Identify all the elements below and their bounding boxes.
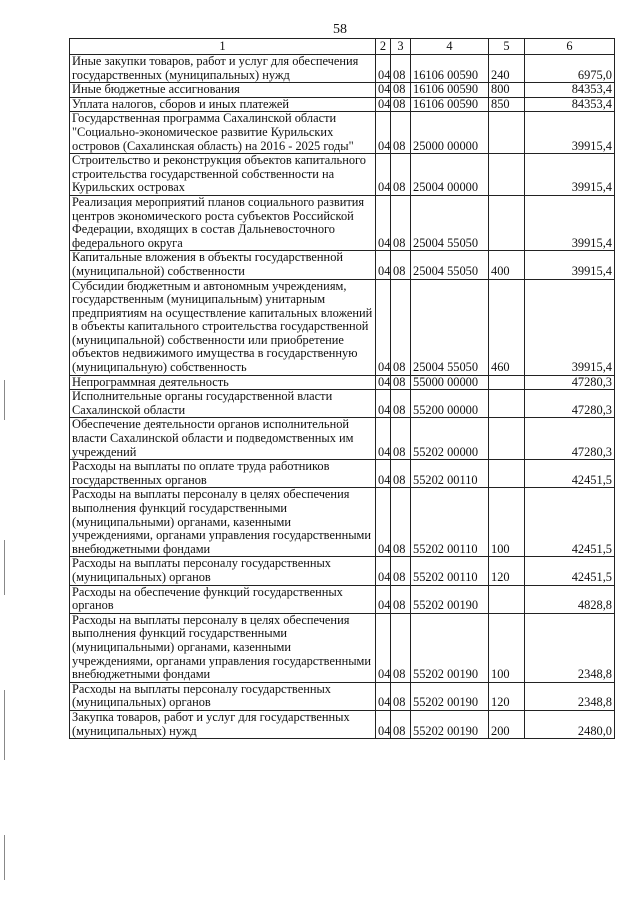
- row-expense-type: 120: [489, 557, 525, 585]
- row-target-article: 16106 00590: [411, 55, 489, 83]
- row-section-code: 04: [376, 418, 391, 460]
- row-description: Капитальные вложения в объекты государственной (муниципальной) собственности: [70, 251, 376, 279]
- row-description: Реализация мероприятий планов социального развития центров экономического роста субъектов Российской Федерации, входящих в состав Дальневосточного федерального округа: [70, 195, 376, 250]
- row-target-article: 25000 00000: [411, 112, 489, 154]
- table-row: [70, 154, 615, 196]
- header-col-5: 5: [489, 39, 525, 55]
- row-target-article: 55202 00190: [411, 613, 489, 682]
- table-row: [70, 418, 615, 460]
- row-section-code: 04: [376, 460, 391, 488]
- row-section-code: 04: [376, 710, 391, 738]
- row-amount: 47280,3: [525, 418, 615, 460]
- row-description: Расходы на выплаты персоналу государственных (муниципальных) органов: [70, 557, 376, 585]
- row-subsection-code: 08: [391, 375, 411, 390]
- row-expense-type: 850: [489, 97, 525, 112]
- row-description: Исполнительные органы государственной власти Сахалинской области: [70, 390, 376, 418]
- row-section-code: 04: [376, 83, 391, 98]
- row-description: Расходы на выплаты персоналу в целях обеспечения выполнения функций государственными (муниципальными) органами, казенными учреждениями, органами управления государственными внебюджетными фондами: [70, 488, 376, 557]
- row-expense-type: 100: [489, 488, 525, 557]
- row-subsection-code: 08: [391, 195, 411, 250]
- table-row: [70, 83, 615, 98]
- row-target-article: 16106 00590: [411, 83, 489, 98]
- row-description: Расходы на выплаты персоналу в целях обеспечения выполнения функций государственными (муниципальными) органами, казенными учреждениями, органами управления государственными внебюджетными фондами: [70, 613, 376, 682]
- row-target-article: 55202 00190: [411, 710, 489, 738]
- row-subsection-code: 08: [391, 557, 411, 585]
- row-amount: 39915,4: [525, 251, 615, 279]
- table-row: [70, 112, 615, 154]
- row-section-code: 04: [376, 375, 391, 390]
- row-description: Расходы на обеспечение функций государственных органов: [70, 585, 376, 613]
- row-subsection-code: 08: [391, 83, 411, 98]
- row-expense-type: [489, 418, 525, 460]
- row-amount: 47280,3: [525, 375, 615, 390]
- row-description: Непрограммная деятельность: [70, 375, 376, 390]
- row-target-article: 25004 00000: [411, 154, 489, 196]
- row-target-article: 55202 00110: [411, 488, 489, 557]
- header-col-2: 2: [376, 39, 391, 55]
- row-subsection-code: 08: [391, 97, 411, 112]
- row-description: Обеспечение деятельности органов исполнительной власти Сахалинской области и подведомственных им учреждений: [70, 418, 376, 460]
- row-amount: 84353,4: [525, 83, 615, 98]
- row-description: Субсидии бюджетным и автономным учреждениям, государственным (муниципальным) унитарным предприятиям на осуществление капитальных вложений в объекты капитального строительства государственной (муниципальной) собственности или приобретение объектов недвижимого имущества в государственную (муниципальную) собственность: [70, 279, 376, 375]
- row-subsection-code: 08: [391, 613, 411, 682]
- budget-table: [69, 38, 615, 739]
- row-target-article: 55202 00000: [411, 418, 489, 460]
- margin-mark: [4, 835, 5, 880]
- row-amount: 2348,8: [525, 613, 615, 682]
- row-expense-type: 100: [489, 613, 525, 682]
- row-expense-type: [489, 195, 525, 250]
- row-target-article: 55000 00000: [411, 375, 489, 390]
- row-expense-type: 200: [489, 710, 525, 738]
- row-target-article: 55202 00190: [411, 682, 489, 710]
- row-amount: 47280,3: [525, 390, 615, 418]
- row-section-code: 04: [376, 251, 391, 279]
- row-target-article: 55202 00190: [411, 585, 489, 613]
- row-amount: 42451,5: [525, 488, 615, 557]
- row-expense-type: [489, 390, 525, 418]
- table-row: [70, 55, 615, 83]
- row-amount: 39915,4: [525, 195, 615, 250]
- row-expense-type: [489, 585, 525, 613]
- row-section-code: 04: [376, 279, 391, 375]
- row-subsection-code: 08: [391, 112, 411, 154]
- row-target-article: 25004 55050: [411, 195, 489, 250]
- margin-mark: [4, 540, 5, 595]
- table-row: [70, 488, 615, 557]
- row-description: Закупка товаров, работ и услуг для государственных (муниципальных) нужд: [70, 710, 376, 738]
- row-subsection-code: 08: [391, 710, 411, 738]
- row-description: Расходы на выплаты по оплате труда работников государственных органов: [70, 460, 376, 488]
- header-col-3: 3: [391, 39, 411, 55]
- table-row: [70, 97, 615, 112]
- row-target-article: 16106 00590: [411, 97, 489, 112]
- row-section-code: 04: [376, 55, 391, 83]
- table-header-row: [70, 39, 615, 55]
- row-expense-type: [489, 375, 525, 390]
- row-amount: 42451,5: [525, 557, 615, 585]
- table-row: [70, 710, 615, 738]
- row-target-article: 55202 00110: [411, 460, 489, 488]
- row-description: Уплата налогов, сборов и иных платежей: [70, 97, 376, 112]
- table-row: [70, 460, 615, 488]
- row-subsection-code: 08: [391, 418, 411, 460]
- table-row: [70, 390, 615, 418]
- margin-mark: [4, 380, 5, 420]
- table-row: [70, 251, 615, 279]
- row-amount: 4828,8: [525, 585, 615, 613]
- table-row: [70, 682, 615, 710]
- row-description: Строительство и реконструкция объектов капитального строительства государственной собственности на Курильских островах: [70, 154, 376, 196]
- header-col-6: 6: [525, 39, 615, 55]
- row-section-code: 04: [376, 682, 391, 710]
- row-description: Расходы на выплаты персоналу государственных (муниципальных) органов: [70, 682, 376, 710]
- row-target-article: 25004 55050: [411, 251, 489, 279]
- row-target-article: 55202 00110: [411, 557, 489, 585]
- header-col-4: 4: [411, 39, 489, 55]
- row-subsection-code: 08: [391, 585, 411, 613]
- row-subsection-code: 08: [391, 55, 411, 83]
- row-section-code: 04: [376, 154, 391, 196]
- row-subsection-code: 08: [391, 460, 411, 488]
- row-amount: 39915,4: [525, 154, 615, 196]
- row-subsection-code: 08: [391, 251, 411, 279]
- row-section-code: 04: [376, 613, 391, 682]
- row-section-code: 04: [376, 195, 391, 250]
- table-row: [70, 613, 615, 682]
- row-target-article: 55200 00000: [411, 390, 489, 418]
- row-amount: 39915,4: [525, 112, 615, 154]
- row-section-code: 04: [376, 390, 391, 418]
- row-subsection-code: 08: [391, 279, 411, 375]
- row-description: Государственная программа Сахалинской области "Социально-экономическое развитие Курильских островов (Сахалинская область) на 2016 - 2025 годы": [70, 112, 376, 154]
- row-amount: 2348,8: [525, 682, 615, 710]
- row-description: Иные закупки товаров, работ и услуг для обеспечения государственных (муниципальных) нужд: [70, 55, 376, 83]
- row-description: Иные бюджетные ассигнования: [70, 83, 376, 98]
- table-row: [70, 195, 615, 250]
- table-row: [70, 585, 615, 613]
- row-expense-type: 240: [489, 55, 525, 83]
- row-amount: 42451,5: [525, 460, 615, 488]
- page-number: 58: [333, 22, 347, 37]
- row-target-article: 25004 55050: [411, 279, 489, 375]
- row-section-code: 04: [376, 585, 391, 613]
- table-row: [70, 557, 615, 585]
- row-amount: 84353,4: [525, 97, 615, 112]
- table-row: [70, 279, 615, 375]
- row-expense-type: 120: [489, 682, 525, 710]
- row-expense-type: 800: [489, 83, 525, 98]
- row-section-code: 04: [376, 488, 391, 557]
- row-subsection-code: 08: [391, 682, 411, 710]
- margin-mark: [4, 690, 5, 760]
- row-subsection-code: 08: [391, 390, 411, 418]
- row-subsection-code: 08: [391, 488, 411, 557]
- row-expense-type: 460: [489, 279, 525, 375]
- row-section-code: 04: [376, 97, 391, 112]
- row-amount: 6975,0: [525, 55, 615, 83]
- row-expense-type: [489, 154, 525, 196]
- row-section-code: 04: [376, 557, 391, 585]
- row-expense-type: [489, 112, 525, 154]
- header-col-1: 1: [70, 39, 376, 55]
- row-section-code: 04: [376, 112, 391, 154]
- row-amount: 2480,0: [525, 710, 615, 738]
- row-expense-type: [489, 460, 525, 488]
- row-amount: 39915,4: [525, 279, 615, 375]
- row-subsection-code: 08: [391, 154, 411, 196]
- table-row: [70, 375, 615, 390]
- row-expense-type: 400: [489, 251, 525, 279]
